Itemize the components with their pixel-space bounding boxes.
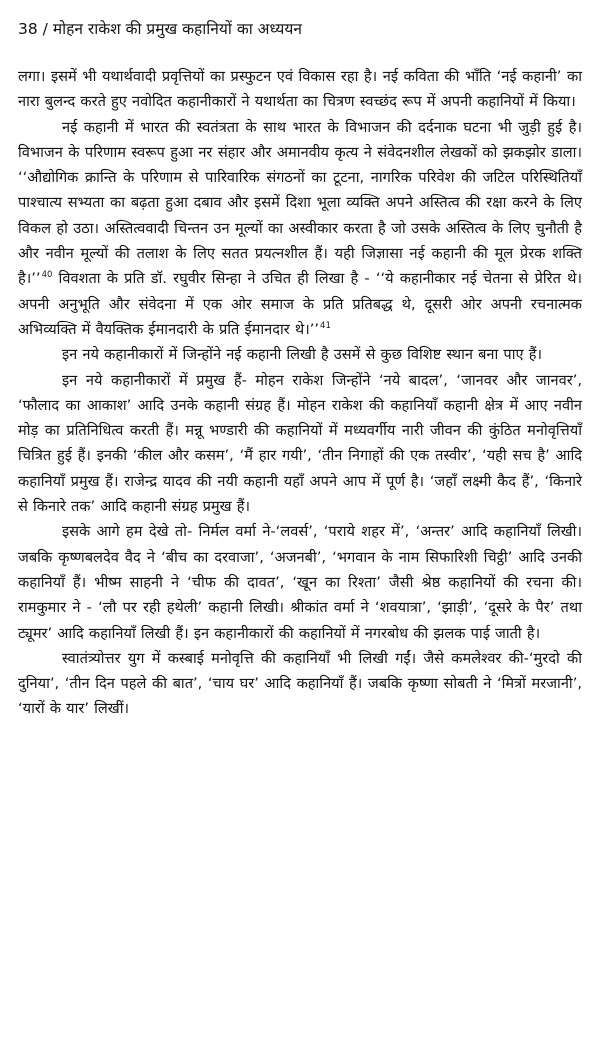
paragraph-text: इन नये कहानीकारों में प्रमुख हैं- मोहन राकेश जिन्होंने ‘नये बादल’, ‘जानवर और जानवर’, ‘फौलाद का आकाश’ आदि उनके कहानी संग्रह हैं। मोहन राकेश की कहानियाँ कहानी क्षेत्र में आए नवीन मोड़ का प्रतिनिधित्व करती हैं। मन्नू भण्डारी की कहानियों में मध्यवर्गीय नारी जीवन की कुंठित मनोवृत्तियाँ चित्रित हुई हैं। इनकी ‘कील और कसम’, ‘मैं हार गयी’, ‘तीन निगाहों की एक तस्वीर’, ‘यही सच है’ आदि कहानियाँ प्रमुख हैं। राजेन्द्र यादव की नयी कहानी यहाँ अपने आप में पूर्ण है। ‘जहाँ लक्ष्मी कैद हैं’, ‘किनारे से किनारे तक’ आदि कहानी संग्रह प्रमुख हैं। xyxy=(18,371,582,516)
paragraph-5 xyxy=(18,519,582,645)
paragraph-text: स्वातंत्र्योत्तर युग में कस्बाई मनोवृत्ति की कहानियाँ भी लिखी गईं। जैसे कमलेश्वर की-‘मुरदो की दुनिया’, ‘तीन दिन पहले की बात’, ‘चाय घर’ आदि कहानियाँ हैं। जबकि कृष्णा सोबती ने ‘मित्रों मरजानी’, ‘यारों के यार’ लिखीं। xyxy=(18,649,582,718)
header-separator: / xyxy=(37,20,53,38)
paragraph-text: लगा। इसमें भी यथार्थवादी प्रवृत्तियों का प्रस्फुटन एवं विकास रहा है। नई कविता की भाँति ‘नई कहानी’ का नारा बुलन्द करते हुए नवोदित कहानीकारों ने यथार्थता का चित्रण स्वच्छंद रूप में अपनी कहानियों में किया। xyxy=(18,68,582,111)
paragraph-6 xyxy=(18,646,582,722)
paragraph-text: इन नये कहानीकारों में जिन्होंने नई कहानी लिखी है उसमें से कुछ विशिष्ट स्थान बना पाए हैं। xyxy=(62,346,542,364)
footnote-marker: 40 xyxy=(41,270,53,281)
page-number: 38 xyxy=(18,20,38,38)
paragraph-3 xyxy=(18,342,582,367)
book-title: मोहन राकेश की प्रमुख कहानियों का अध्ययन xyxy=(52,20,302,38)
footnote-marker: 41 xyxy=(320,320,331,331)
paragraph-4 xyxy=(18,368,582,520)
running-header xyxy=(18,18,582,40)
paragraph-1 xyxy=(18,64,582,115)
paragraph-text: इसके आगे हम देखे तो- निर्मल वर्मा ने-‘लवर्स’, ‘पराये शहर में’, ‘अन्तर’ आदि कहानियाँ लिखी। जबकि कृष्णबलदेव वैद ने ‘बीच का दरवाजा’, ‘अजनबी’, ‘भगवान के नाम सिफारिशी चिट्ठी’ आदि उनकी कहानियाँ हैं। भीष्म साहनी ने ‘चीफ की दावत’, ‘खून का रिश्ता’ जैसी श्रेष्ठ कहानियों की रचना की। रामकुमार ने - ‘लौ पर रही हथेली’ कहानी लिखी। श्रीकांत वर्मा ने ‘शवयात्रा’, ‘झाड़ी’, ‘दूसरे के पैर’ तथा ट्यूमर’ आदि कहानियाँ लिखी हैं। इन कहानीकारों की कहानियों में नगरबोध की झलक पाई जाती है। xyxy=(18,523,582,642)
paragraph-text-continued: विवशता के प्रति डॉ. रघुवीर सिन्हा ने उचित ही लिखा है - ‘‘ये कहानीकार नई चेतना से प्रेरित थे। अपनी अनुभूति और संवेदना में एक ओर समाज के प्रति प्रतिबद्ध थे, दूसरी ओर अपनी रचनात्मक अभिव्यक्ति में वैयक्तिक ईमानदारी के प्रति ईमानदार थे।’’ xyxy=(18,270,582,338)
paragraph-text: नई कहानी में भारत की स्वतंत्रता के साथ भारत के विभाजन की दर्दनाक घटना भी जुड़ी हुई है। विभाजन के परिणाम स्वरूप हुआ नर संहार और अमानवीय कृत्य ने संवेदनशील लेखकों को झकझोर डाला। ‘‘औद्योगिक क्रान्ति के परिणाम से पारिवारिक संगठनों का टूटना, नागरिक परिवेश की जटिल परिस्थितियाँ पाश्चात्य सभ्यता का बढ़ता हुआ दबाव और इसमें दिशा भूला व्यक्ति अपने अस्तित्व की रक्षा करने के लिए विकल हो उठा। अस्तित्ववादी चिन्तन उन मूल्यों का अस्वीकार करता है जो उसके अस्तित्व के लिए चुनौती है और नवीन मूल्यों की तलाश के लिए सतत प्रयत्नशील हैं। यही जिज्ञासा नई कहानी की मूल प्रेरक शक्ति है।’’ xyxy=(18,118,582,288)
paragraph-2 xyxy=(18,115,582,343)
